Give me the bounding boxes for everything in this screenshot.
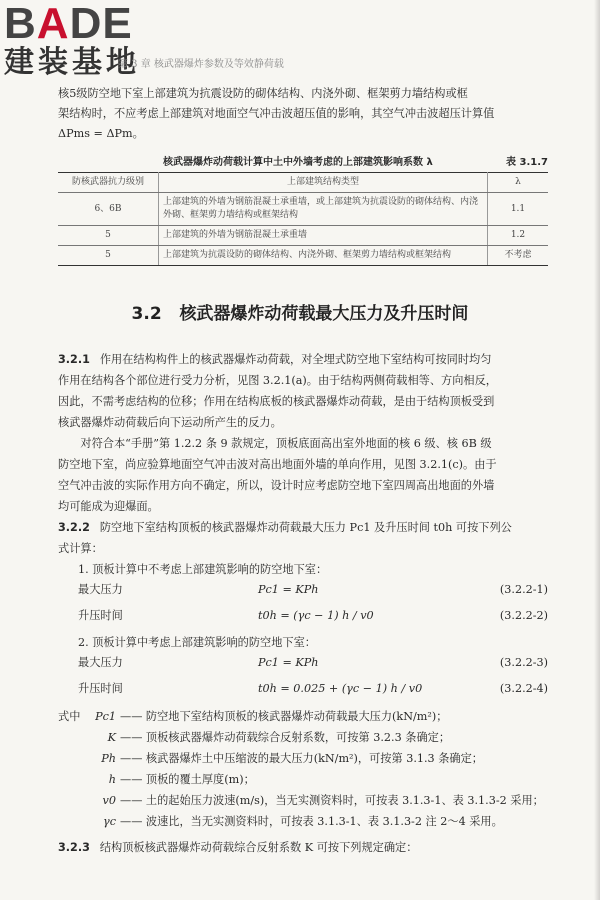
intro-line: 核5级防空地下室上部建筑为抗震设防的砌体结构、内浇外砌、框架剪力墙结构或框 (58, 87, 468, 100)
definition-text: —— 顶板核武器爆炸动荷载综合反射系数，可按第 3.2.3 条确定； (120, 731, 451, 744)
equation-formula: Pc1 = KPh (258, 656, 319, 669)
table-cell: 不考虑 (488, 246, 549, 266)
definition-text: —— 防空地下室结构顶板的核武器爆炸动荷载最大压力(kN/m²)； (120, 710, 448, 723)
clause-number: 3.2.1 (58, 353, 90, 366)
table-header-row (58, 173, 548, 193)
table-row (58, 226, 548, 246)
table-cell: 1.2 (488, 226, 549, 246)
running-head: 第 3 章 核武器爆炸参数及等效静荷载 (118, 59, 284, 70)
intro-paragraph (58, 84, 548, 144)
table-cell: 5 (58, 226, 159, 246)
definition-row (58, 811, 548, 832)
definition-symbol: γc (103, 815, 116, 828)
equation-3-2-2-2 (58, 605, 548, 627)
table-cell: 上部建筑的外墙为钢筋混凝土承重墙，或上部建筑为抗震设防的砌体结构、内浇外砌、框架剪力墙结构或框架结构 (159, 193, 488, 226)
table-row (58, 193, 548, 226)
table-header: λ (488, 173, 549, 193)
logo-wordmark: BADE (4, 0, 133, 48)
definition-row (58, 706, 548, 727)
table-number: 表 3.1.7 (506, 157, 548, 168)
symbol-definitions (58, 706, 548, 832)
body-line: 空气冲击波的实际作用方向不确定，所以，设计时应考虑防空地下室四周高出地面的外墙 (58, 479, 495, 492)
equation-label: 最大压力 (78, 583, 123, 596)
definition-row (58, 769, 548, 790)
equation-number: (3.2.2-1) (499, 583, 548, 596)
definition-text: —— 顶板的覆土厚度(m)； (120, 773, 255, 786)
body-line: 因此，不需考虑结构的位移；作用在结构底板的核武器爆炸动荷载，是由于结构顶板受到 (58, 395, 495, 408)
definition-row (58, 727, 548, 748)
equation-label: 升压时间 (78, 682, 123, 695)
definition-row (58, 790, 548, 811)
definition-text: —— 核武器爆炸土中压缩波的最大压力(kN/m²)，可按第 3.1.3 条确定； (120, 752, 483, 765)
case-2-label: 2. 顶板计算中考虑上部建筑影响的防空地下室： (78, 636, 316, 649)
equation-3-2-2-4 (58, 678, 548, 700)
body-line: 作用在结构各个部位进行受力分析，见图 3.2.1(a)。由于结构两侧荷载相等、方向相反， (58, 374, 497, 387)
clause-number: 3.2.2 (58, 521, 90, 534)
equation-label: 最大压力 (78, 656, 123, 669)
table-cell: 上部建筑的外墙为钢筋混凝土承重墙 (159, 226, 488, 246)
table-row (58, 246, 548, 266)
equation-number: (3.2.2-3) (499, 656, 548, 669)
section-number: 3.2 (131, 304, 162, 324)
table-cell: 6、6B (58, 193, 159, 226)
section-title: 核武器爆炸动荷载最大压力及升压时间 (179, 304, 469, 324)
clause-number: 3.2.3 (58, 841, 90, 854)
table-title: 核武器爆炸动荷载计算中土中外墙考虑的上部建筑影响系数 λ (163, 157, 433, 168)
equation-3-2-2-3 (58, 652, 548, 674)
equation-number: (3.2.2-2) (499, 609, 548, 622)
definition-symbol: K (107, 731, 116, 744)
body-line: 结构顶板核武器爆炸动荷载综合反射系数 K 可按下列规定确定： (99, 841, 418, 854)
table-cell: 上部建筑为抗震设防的砌体结构、内浇外砌、框架剪力墙结构或框架结构 (159, 246, 488, 266)
definition-symbol: v0 (102, 794, 116, 807)
definition-text: —— 波速比，当无实测资料时，可按表 3.1.3-1、表 3.1.3-2 注 2～4 采用。 (120, 815, 503, 828)
equation-3-2-2-1 (58, 579, 548, 601)
definition-text: —— 土的起始压力波速(m/s)，当无实测资料时，可按表 3.1.3-1、表 3.1.3-2 采用； (120, 794, 544, 807)
page-edge-shadow (594, 0, 600, 900)
body-line: 防空地下室，尚应验算地面空气冲击波对高出地面外墙的单向作用，见图 3.2.1(c)。由于 (58, 458, 497, 471)
body-line: 对符合本“手册”第 1.2.2 条 9 款规定，顶板底面高出室外地面的核 6 级、核 6B 级 (80, 437, 492, 450)
equation-formula: Pc1 = KPh (258, 583, 319, 596)
intro-line: 架结构时，不应考虑上部建筑对地面空气冲击波超压值的影响，其空气冲击波超压计算值 (58, 107, 495, 120)
clause-3-2-1 (58, 349, 548, 517)
table-header: 防核武器抗力级别 (58, 173, 159, 193)
body-line: 防空地下室结构顶板的核武器爆炸动荷载最大压力 Pc1 及升压时间 t0h 可按下列公 (99, 521, 512, 534)
definition-symbol: Ph (101, 752, 116, 765)
intro-line: ΔPms = ΔPm。 (58, 127, 144, 140)
clause-3-2-3 (58, 837, 548, 858)
body-line: 均可能成为迎爆面。 (58, 500, 159, 513)
where-label: 式中 (58, 710, 81, 723)
table-cell: 1.1 (488, 193, 549, 226)
definition-symbol: h (108, 773, 116, 786)
table-header: 上部建筑结构类型 (159, 173, 488, 193)
case-1-label: 1. 顶板计算中不考虑上部建筑影响的防空地下室： (78, 563, 328, 576)
equation-formula: t0h = 0.025 + (γc − 1) h / v0 (258, 682, 423, 695)
equation-label: 升压时间 (78, 609, 123, 622)
definition-row (58, 748, 548, 769)
table-cell: 5 (58, 246, 159, 266)
equation-number: (3.2.2-4) (499, 682, 548, 695)
logo-chinese: 建装基地 (4, 45, 140, 80)
body-line: 核武器爆炸动荷载后向下运动所产生的反力。 (58, 416, 282, 429)
body-line: 作用在结构构件上的核武器爆炸动荷载，对全埋式防空地下室结构可按同时均匀 (99, 353, 492, 366)
definition-symbol: Pc1 (95, 710, 116, 723)
body-line: 式计算： (58, 542, 103, 555)
equation-formula: t0h = (γc − 1) h / v0 (258, 609, 374, 622)
clause-3-2-2 (58, 517, 548, 559)
section-heading (0, 304, 600, 325)
lambda-table (58, 172, 548, 266)
